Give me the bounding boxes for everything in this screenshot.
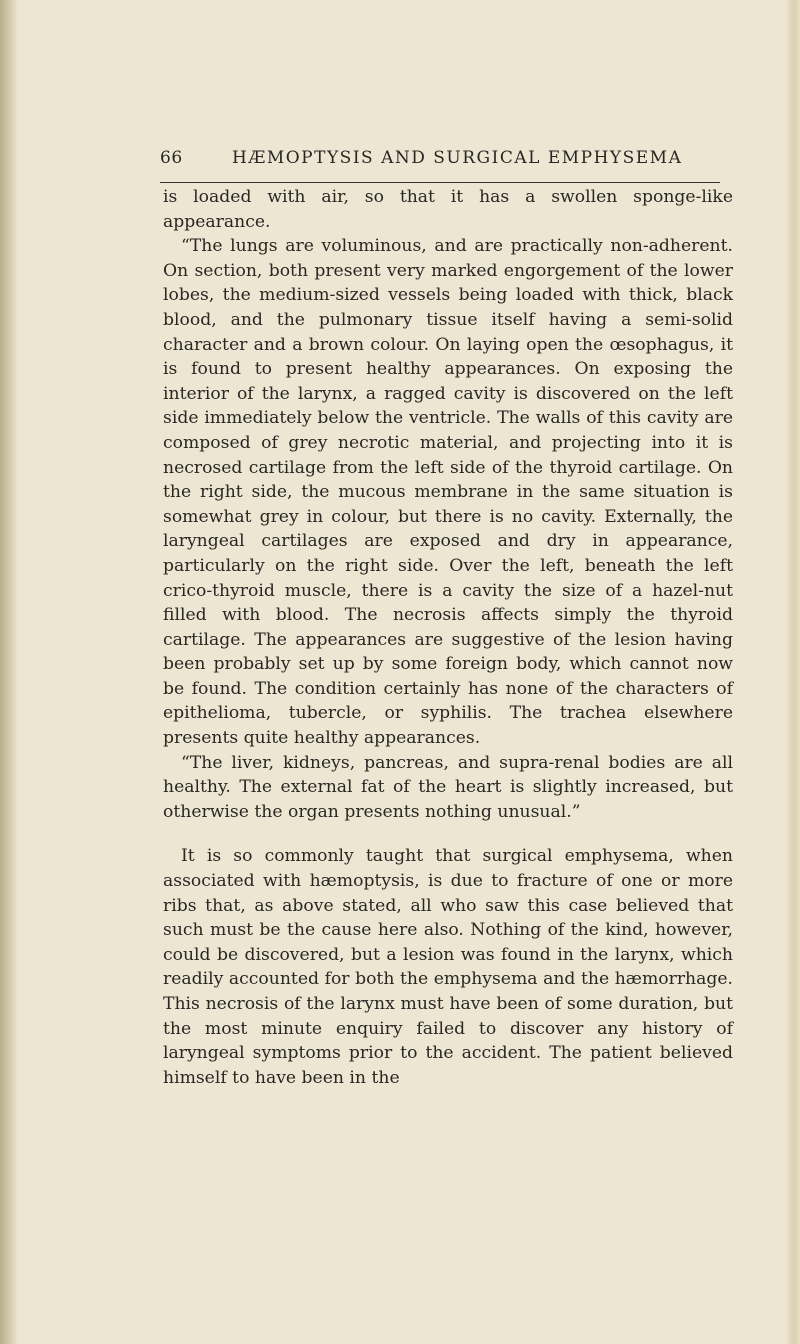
page-number: 66 [160,148,183,168]
paragraph-discussion: It is so commonly taught that surgical emphysema, when associated with hæmoptysis, is due to fracture of one or more ribs that, as above stated, all who saw this case believed that such must be the cause here also. Nothing of the kind, however, could be discovered, but a lesion was found in the larynx, which readily accounted for both the emphysema and the hæmorrhage. This necrosis of the larynx must have been of some duration, but the most minute enquiry failed to discover any history of laryngeal symptoms prior to the accident. The patient believed himself to have been in the [163,846,733,1088]
body-text [163,185,733,1090]
paragraph-continuation: is loaded with air, so that it has a swollen sponge-like appearance. [163,187,733,232]
page-left-edge [0,0,18,1344]
page-header [160,148,720,174]
paragraph-lungs-report: “The lungs are voluminous, and are practically non-adherent. On section, both present very marked engorgement of the lower lobes, the medium-sized vessels being loaded with thick, black blood, and the pulmonary tissue itself having a semi-solid character and a brown colour. On laying open the œsophagus, it is found to present healthy appearances. On exposing the interior of the larynx, a ragged cavity is discovered on the left side immediately below the ventricle. The walls of this cavity are composed of grey necrotic material, and projecting into it is necrosed cartilage from the left side of the thyroid cartilage. On the right side, the mucous membrane in the same situation is somewhat grey in colour, but there is no cavity. Externally, the laryngeal cartilages are exposed and dry in appearance, particularly on the right side. Over the left, beneath the left crico-thyroid muscle, there is a cavity the size of a hazel-nut filled with blood. The necrosis affects simply the thyroid cartilage. The appearances are suggestive of the lesion having been probably set up by some foreign body, which cannot now be found. The condition certainly has none of the characters of epithelioma, tubercle, or syphilis. The trachea elsewhere presents quite healthy appearances. [163,236,733,749]
running-title: HÆMOPTYSIS AND SURGICAL EMPHYSEMA [232,148,683,168]
page-right-edge [786,0,800,1344]
header-rule [160,182,720,183]
paragraph-organs-report: “The liver, kidneys, pancreas, and supra-renal bodies are all healthy. The external fat of the heart is slightly increased, but otherwise the organ presents nothing unusual.” [163,752,733,822]
